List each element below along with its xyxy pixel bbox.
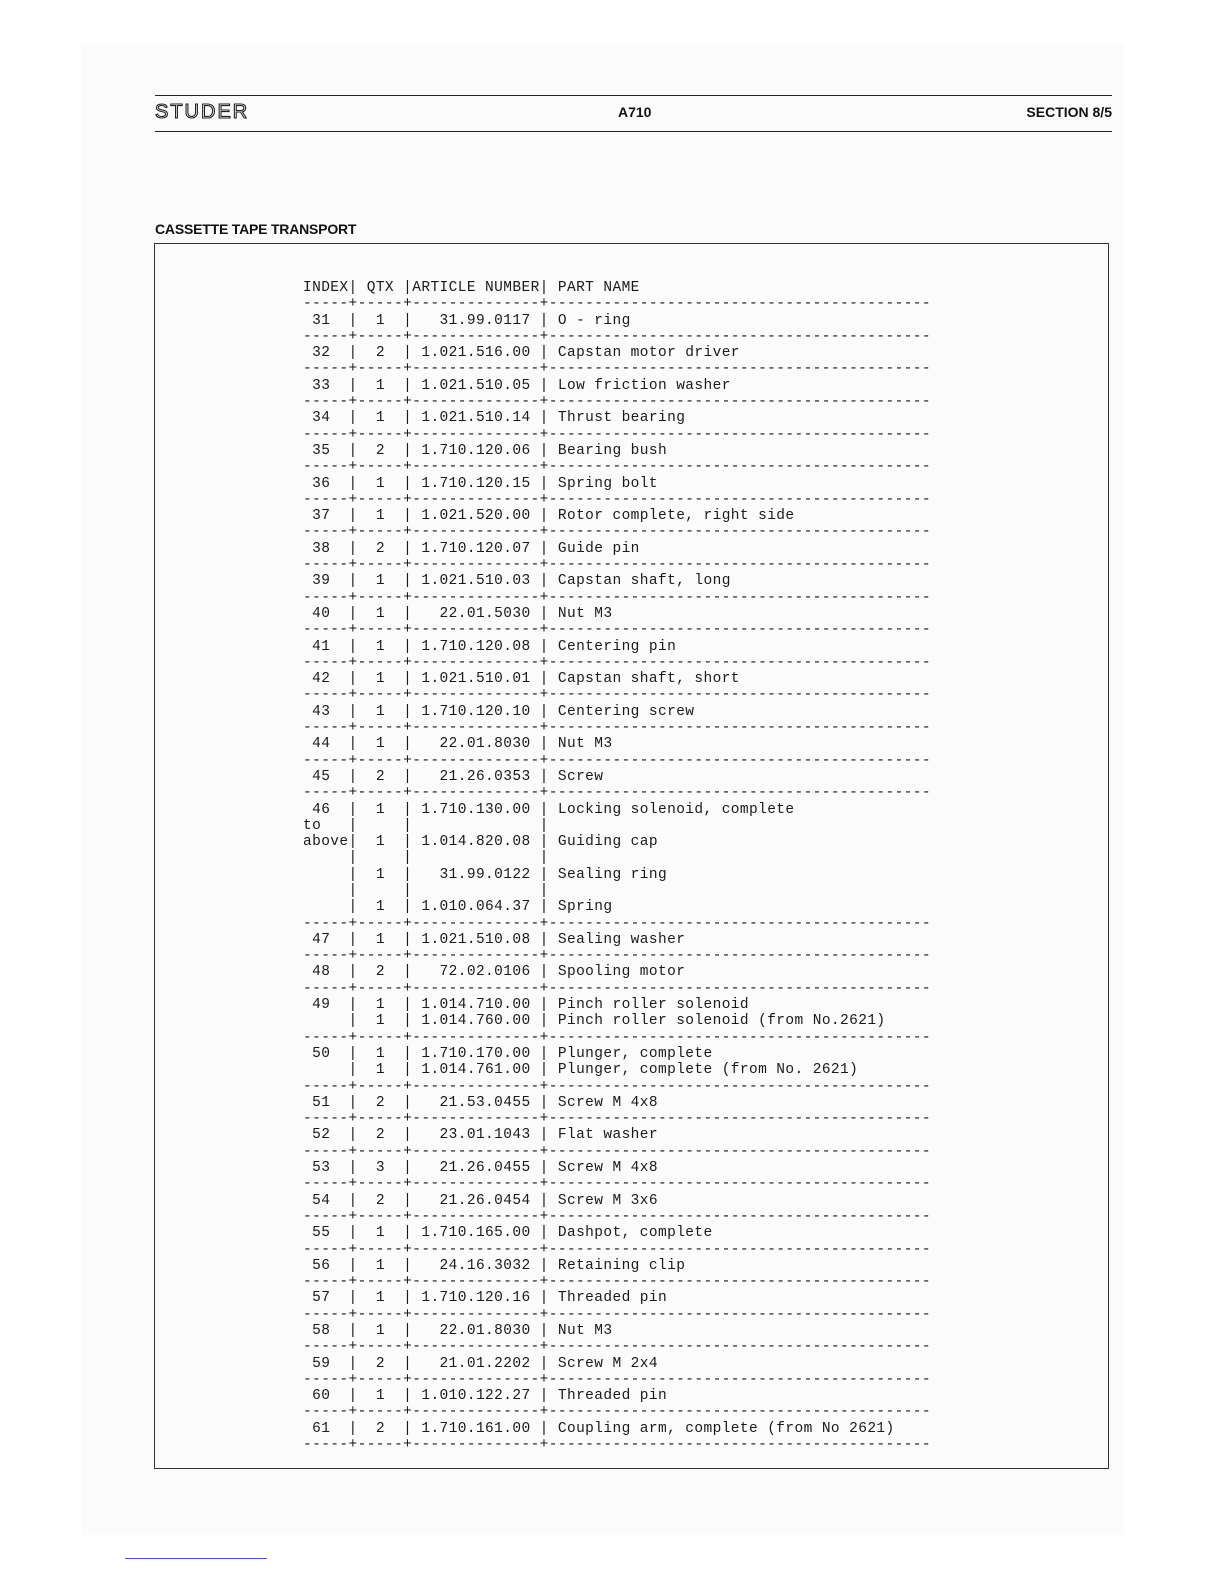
- row-index: to: [303, 817, 349, 834]
- row-article-number: 1.710.120.08: [421, 638, 531, 655]
- row-qty: [358, 850, 404, 866]
- row-separator: -----+-----+--------------+------------------------------------------: [303, 1208, 931, 1225]
- row-part-name: Guiding cap: [557, 834, 658, 851]
- row-index: 50: [303, 1045, 349, 1062]
- column-header-part-name: PART NAME: [557, 280, 640, 296]
- row-index: 35: [303, 442, 349, 459]
- row-part-name: Spring bolt: [557, 475, 658, 492]
- row-separator: -----+-----+--------------+------------------------------------------: [303, 948, 931, 965]
- row-qty: 1: [357, 410, 404, 427]
- row-separator: -----+-----+--------------+------------------------------------------: [303, 1371, 931, 1388]
- row-part-name: Threaded pin: [557, 1290, 668, 1307]
- header-top-rule: [155, 95, 1112, 96]
- row-article-number: 72.02.0106: [421, 964, 531, 981]
- row-part-name: Retaining clip: [557, 1257, 686, 1274]
- row-separator: -----+-----+--------------+------------------------------------------: [303, 687, 931, 704]
- row-part-name: Capstan motor driver: [557, 345, 740, 362]
- row-index: 61: [303, 1420, 349, 1437]
- row-qty: 1: [357, 931, 404, 948]
- row-part-name: Dashpot, complete: [557, 1225, 713, 1242]
- row-qty: 1: [357, 1388, 404, 1405]
- row-qty: 1: [357, 312, 404, 329]
- row-part-name: Capstan shaft, short: [557, 671, 740, 688]
- row-part-name: Screw M 4x8: [557, 1160, 658, 1177]
- row-index: 58: [303, 1323, 349, 1339]
- row-separator: -----+-----+--------------+------------------------------------------: [303, 328, 931, 345]
- row-index: 47: [303, 931, 349, 948]
- row-article-number: 1.710.120.06: [421, 442, 531, 459]
- row-qty: [358, 883, 404, 899]
- row-index: [303, 1013, 349, 1029]
- row-part-name: Thrust bearing: [557, 410, 686, 427]
- column-header-index: INDEX: [303, 280, 349, 296]
- row-part-name: Sealing washer: [557, 931, 686, 948]
- row-part-name: Screw M 4x8: [557, 1094, 658, 1111]
- row-article-number: 1.710.165.00: [421, 1225, 531, 1242]
- row-separator: -----+-----+--------------+------------------------------------------: [303, 426, 931, 443]
- row-index: 46: [303, 801, 349, 818]
- row-separator: -----+-----+--------------+------------------------------------------: [303, 1437, 931, 1454]
- row-index: above: [303, 834, 349, 851]
- row-separator: -----+-----+--------------+------------------------------------------: [303, 980, 931, 997]
- row-index: 53: [303, 1160, 349, 1177]
- row-article-number: 21.53.0455: [421, 1094, 531, 1111]
- row-article-number: [421, 818, 530, 834]
- row-article-number: 31.99.0122: [421, 866, 531, 883]
- parts-list-table: INDEX| QTX |ARTICLE NUMBER| PART NAME -----+-----+--------------+------------------------------------------ 31 | 1 | 31.99.0117 | O - ring -----+-----+--------------+------------------------------------------ 32 | 2 | 1.021.516.00 | Capstan motor driver -----+-----+--------------+------------------------------------------ 33 | 1 | 1.021.510.05 | Low friction washer -----+-----+--------------+------------------------------------------ 34 | 1 | 1.021.510.14 | Thrust bearing -----+-----+--------------+------------------------------------------ 35 | 2 | 1.710.120.06 | Bearing bush -----+-----+--------------+------------------------------------------ 36 | 1 | 1.710.120.15 | Spring bolt -----+-----+--------------+------------------------------------------ 37 | 1 | 1.021.520.00 | Rotor complete, right side -----+-----+--------------+------------------------------------------ 38 | 2 | 1.710.120.07 | Guide pin -----+-----+--------------+------------------------------------------ 39 | 1 | 1.021.510.03 | Capstan shaft, long -----+-----+--------------+------------------------------------------ 40 | 1 | 22.01.5030 | Nut M3 -----+-----+--------------+------------------------------------------ 41 | 1 | 1.710.120.08 | Centering pin -----+-----+--------------+------------------------------------------ 42 | 1 | 1.021.510.01 | Capstan shaft, short -----+-----+--------------+------------------------------------------ 43 | 1 | 1.710.120.10 | Centering screw -----+-----+--------------+------------------------------------------ 44 | 1 | 22.01.8030 | Nut M3 -----+-----+--------------+------------------------------------------ 45 | 2 | 21.26.0353 | Screw -----+-----+--------------+------------------------------------------ 46 | 1 | 1.710.130.00 | Locking solenoid, complete to | | | above| 1 | 1.014.820.08 | Guiding cap | | | | 1 | 31.99.0122 | Sealing ring | | | | 1 | 1.010.064.37 | Spring -----+-----+--------------+------------------------------------------ 47 | 1 | 1.021.510.08 | Sealing washer -----+-----+--------------+------------------------------------------ 48 | 2 | 72.02.0106 | Spooling motor -----+-----+--------------+------------------------------------------ 49 | 1 | 1.014.710.00 | Pinch roller solenoid | 1 | 1.014.760.00 | Pinch roller solenoid (from No.2621) -----+-----+--------------+------------------------------------------ 50 | 1 | 1.710.170.00 | Plunger, complete | 1 | 1.014.761.00 | Plunger, complete (from No. 2621) -----+-----+--------------+------------------------------------------ 51 | 2 | 21.53.0455 | Screw M 4x8 -----+-----+--------------+------------------------------------------ 52 | 2 | 23.01.1043 | Flat washer -----+-----+--------------+------------------------------------------ 53 | 3 | 21.26.0455 | Screw M 4x8 -----+-----+--------------+------------------------------------------ 54 | 2 | 21.26.0454 | Screw M 3x6 -----+-----+--------------+------------------------------------------ 55 | 1 | 1.710.165.00 | Dashpot, complete -----+-----+--------------+------------------------------------------ 56 | 1 | 24.16.3032 | Retaining clip -----+-----+--------------+------------------------------------------ 57 | 1 | 1.710.120.16 | Threaded pin -----+-----+--------------+------------------------------------------ 58 | 1 | 22.01.8030 | Nut M3 -----+-----+--------------+------------------------------------------ 59 | 2 | 21.01.2202 | Screw M 2x4 -----+-----+--------------+------------------------------------------ 60 | 1 | 1.010.122.27 | Threaded pin -----+-----+--------------+------------------------------------------ 61 | 2 | 1.710.161.00 | Coupling arm, complete (from No 2621) -----+-----+--------------+------------------------------------------: [303, 280, 931, 1454]
- studer-logo: STUDER: [155, 101, 250, 123]
- row-separator: -----+-----+--------------+------------------------------------------: [303, 785, 931, 802]
- row-index: 40: [303, 605, 349, 622]
- row-part-name: Threaded pin: [557, 1388, 668, 1405]
- row-part-name: Bearing bush: [557, 442, 668, 459]
- row-index: 37: [303, 508, 349, 525]
- row-qty: 2: [357, 1192, 404, 1209]
- row-article-number: 21.26.0454: [421, 1192, 531, 1209]
- row-article-number: 1.710.161.00: [421, 1420, 531, 1437]
- row-qty: 2: [357, 1094, 404, 1111]
- row-index: 41: [303, 638, 349, 655]
- row-article-number: 1.021.520.00: [421, 508, 531, 525]
- row-qty: 1: [357, 1225, 404, 1242]
- row-qty: 1: [357, 899, 404, 916]
- row-index: [303, 883, 349, 899]
- row-part-name: Spooling motor: [557, 964, 686, 981]
- row-part-name: Rotor complete, right side: [557, 508, 795, 525]
- row-qty: 2: [357, 1355, 404, 1372]
- row-part-name: Locking solenoid, complete: [557, 801, 795, 818]
- row-article-number: [421, 883, 530, 899]
- row-separator: -----+-----+--------------+------------------------------------------: [303, 1241, 931, 1258]
- row-index: [303, 867, 349, 883]
- row-index: 43: [303, 703, 349, 720]
- row-part-name: Plunger, complete (from No. 2621): [557, 1062, 859, 1079]
- row-qty: [358, 818, 404, 834]
- row-article-number: 23.01.1043: [421, 1127, 531, 1144]
- row-index: 42: [303, 671, 349, 688]
- row-qty: 1: [357, 866, 404, 883]
- row-separator: -----+-----+--------------+------------------------------------------: [303, 1143, 931, 1160]
- row-part-name: Screw: [557, 768, 604, 785]
- row-part-name: Screw M 2x4: [557, 1355, 658, 1372]
- row-separator: -----+-----+--------------+------------------------------------------: [303, 720, 931, 737]
- model-label: A710: [618, 104, 652, 120]
- row-index: 32: [303, 345, 349, 362]
- row-article-number: 1.710.170.00: [421, 1045, 531, 1062]
- row-qty: 1: [357, 377, 404, 394]
- row-part-name: Plunger, complete: [557, 1045, 713, 1062]
- row-article-number: 1.014.761.00: [421, 1062, 531, 1079]
- row-index: 55: [303, 1225, 349, 1242]
- row-part-name: Nut M3: [557, 605, 613, 622]
- row-part-name: O - ring: [557, 312, 631, 329]
- row-article-number: 1.710.120.15: [421, 475, 531, 492]
- row-part-name: Centering screw: [557, 703, 695, 720]
- row-index: 51: [303, 1094, 349, 1111]
- row-separator: -----+-----+--------------+------------------------------------------: [303, 915, 931, 932]
- row-qty: 2: [357, 540, 404, 557]
- row-article-number: 1.014.820.08: [421, 834, 531, 851]
- row-index: 56: [303, 1257, 349, 1274]
- row-article-number: 1.010.064.37: [421, 899, 531, 916]
- row-separator: -----+-----+--------------+------------------------------------------: [303, 1029, 931, 1046]
- row-index: 52: [303, 1127, 349, 1144]
- row-qty: 1: [357, 1323, 404, 1339]
- page-title: CASSETTE TAPE TRANSPORT: [155, 221, 357, 237]
- row-qty: 2: [357, 345, 404, 362]
- row-article-number: [421, 850, 530, 866]
- row-qty: 1: [357, 834, 404, 851]
- row-index: 36: [303, 475, 349, 492]
- row-separator: -----+-----+--------------+------------------------------------------: [303, 752, 931, 769]
- row-part-name: Spring: [557, 899, 613, 916]
- footer-line: [125, 1558, 267, 1559]
- row-index: [303, 850, 349, 866]
- row-article-number: 21.26.0455: [421, 1160, 531, 1177]
- row-qty: 1: [357, 1257, 404, 1274]
- row-qty: 2: [357, 1420, 404, 1437]
- row-part-name: Pinch roller solenoid: [557, 997, 750, 1014]
- row-qty: 2: [357, 442, 404, 459]
- row-qty: 1: [357, 573, 404, 590]
- row-qty: 2: [357, 768, 404, 785]
- row-index: 44: [303, 736, 349, 753]
- row-qty: 1: [357, 997, 404, 1014]
- row-part-name: Centering pin: [557, 638, 677, 655]
- row-qty: 1: [357, 605, 404, 622]
- row-article-number: 31.99.0117: [421, 312, 531, 329]
- row-qty: 2: [357, 1127, 404, 1144]
- row-qty: 1: [357, 1013, 404, 1030]
- row-index: 45: [303, 768, 349, 785]
- row-article-number: 1.021.510.08: [421, 931, 531, 948]
- row-index: 34: [303, 410, 349, 427]
- row-article-number: 1.021.516.00: [421, 345, 531, 362]
- row-separator: -----+-----+--------------+------------------------------------------: [303, 1176, 931, 1193]
- row-index: 54: [303, 1192, 349, 1209]
- row-separator: -----+-----+--------------+------------------------------------------: [303, 459, 931, 476]
- row-qty: 1: [357, 1062, 404, 1079]
- row-index: 48: [303, 964, 349, 981]
- row-part-name: Coupling arm, complete (from No 2621): [557, 1420, 895, 1437]
- row-article-number: 21.01.2202: [421, 1355, 531, 1372]
- row-separator: -----+-----+--------------+------------------------------------------: [303, 1078, 931, 1095]
- row-part-name: Screw M 3x6: [557, 1192, 658, 1209]
- row-article-number: 22.01.5030: [421, 605, 531, 622]
- row-article-number: 1.014.710.00: [421, 997, 531, 1014]
- row-index: 39: [303, 573, 349, 590]
- header-bottom-rule: [155, 131, 1112, 132]
- row-article-number: 1.014.760.00: [421, 1013, 531, 1030]
- row-qty: 1: [357, 801, 404, 818]
- row-part-name: Capstan shaft, long: [557, 573, 731, 590]
- row-separator: -----+-----+--------------+------------------------------------------: [303, 557, 931, 574]
- row-article-number: 1.710.120.10: [421, 703, 531, 720]
- row-qty: 3: [357, 1160, 404, 1177]
- row-part-name: Pinch roller solenoid (from No.2621): [557, 1013, 886, 1030]
- row-separator: -----+-----+--------------+------------------------------------------: [303, 1404, 931, 1421]
- row-separator: -----+-----+--------------+------------------------------------------: [303, 524, 931, 541]
- row-article-number: 22.01.8030: [421, 1323, 531, 1339]
- row-qty: 1: [357, 703, 404, 720]
- row-index: 31: [303, 312, 349, 329]
- section-label: SECTION 8/5: [1026, 104, 1112, 120]
- row-separator: -----+-----+--------------+------------------------------------------: [303, 1339, 931, 1356]
- row-part-name: Low friction washer: [557, 377, 731, 394]
- row-qty: 1: [357, 1045, 404, 1062]
- row-index: [303, 1062, 349, 1078]
- row-article-number: 24.16.3032: [421, 1257, 531, 1274]
- column-header-article-number: ARTICLE NUMBER: [412, 280, 540, 296]
- row-article-number: 21.26.0353: [421, 768, 531, 785]
- row-index: 59: [303, 1355, 349, 1372]
- row-qty: 1: [357, 736, 404, 753]
- row-article-number: 1.710.120.16: [421, 1290, 531, 1307]
- row-qty: 1: [357, 1290, 404, 1307]
- row-index: [303, 899, 349, 915]
- row-separator: -----+-----+--------------+------------------------------------------: [303, 622, 931, 639]
- row-article-number: 1.021.510.05: [421, 377, 531, 394]
- row-index: 60: [303, 1388, 349, 1405]
- row-index: 33: [303, 377, 349, 394]
- row-separator: -----+-----+--------------+------------------------------------------: [303, 1111, 931, 1128]
- column-header-qtx: QTX: [357, 280, 404, 296]
- row-article-number: 1.021.510.14: [421, 410, 531, 427]
- row-part-name: Guide pin: [557, 540, 640, 557]
- row-qty: 2: [357, 964, 404, 981]
- row-part-name: Sealing ring: [557, 866, 668, 883]
- row-qty: 1: [357, 475, 404, 492]
- row-part-name: Nut M3: [557, 736, 613, 753]
- row-separator: -----+-----+--------------+------------------------------------------: [303, 589, 931, 606]
- row-separator: -----+-----+--------------+------------------------------------------: [303, 654, 931, 671]
- row-qty: 1: [357, 671, 404, 688]
- row-qty: 1: [357, 508, 404, 525]
- row-separator: -----+-----+--------------+------------------------------------------: [303, 491, 931, 508]
- row-index: 38: [303, 540, 349, 557]
- row-separator: -----+-----+--------------+------------------------------------------: [303, 1306, 931, 1323]
- row-part-name: Nut M3: [557, 1323, 613, 1339]
- row-article-number: 1.010.122.27: [421, 1388, 531, 1405]
- row-separator: -----+-----+--------------+------------------------------------------: [303, 394, 931, 411]
- row-separator: -----+-----+--------------+------------------------------------------: [303, 296, 931, 313]
- row-index: 57: [303, 1290, 349, 1307]
- row-article-number: 1.710.130.00: [421, 801, 531, 818]
- row-article-number: 1.710.120.07: [421, 540, 531, 557]
- row-separator: -----+-----+--------------+------------------------------------------: [303, 1274, 931, 1291]
- row-qty: 1: [357, 638, 404, 655]
- row-separator: -----+-----+--------------+------------------------------------------: [303, 361, 931, 378]
- row-article-number: 22.01.8030: [421, 736, 531, 753]
- row-part-name: Flat washer: [557, 1127, 658, 1144]
- row-index: 49: [303, 997, 349, 1014]
- row-article-number: 1.021.510.03: [421, 573, 531, 590]
- row-article-number: 1.021.510.01: [421, 671, 531, 688]
